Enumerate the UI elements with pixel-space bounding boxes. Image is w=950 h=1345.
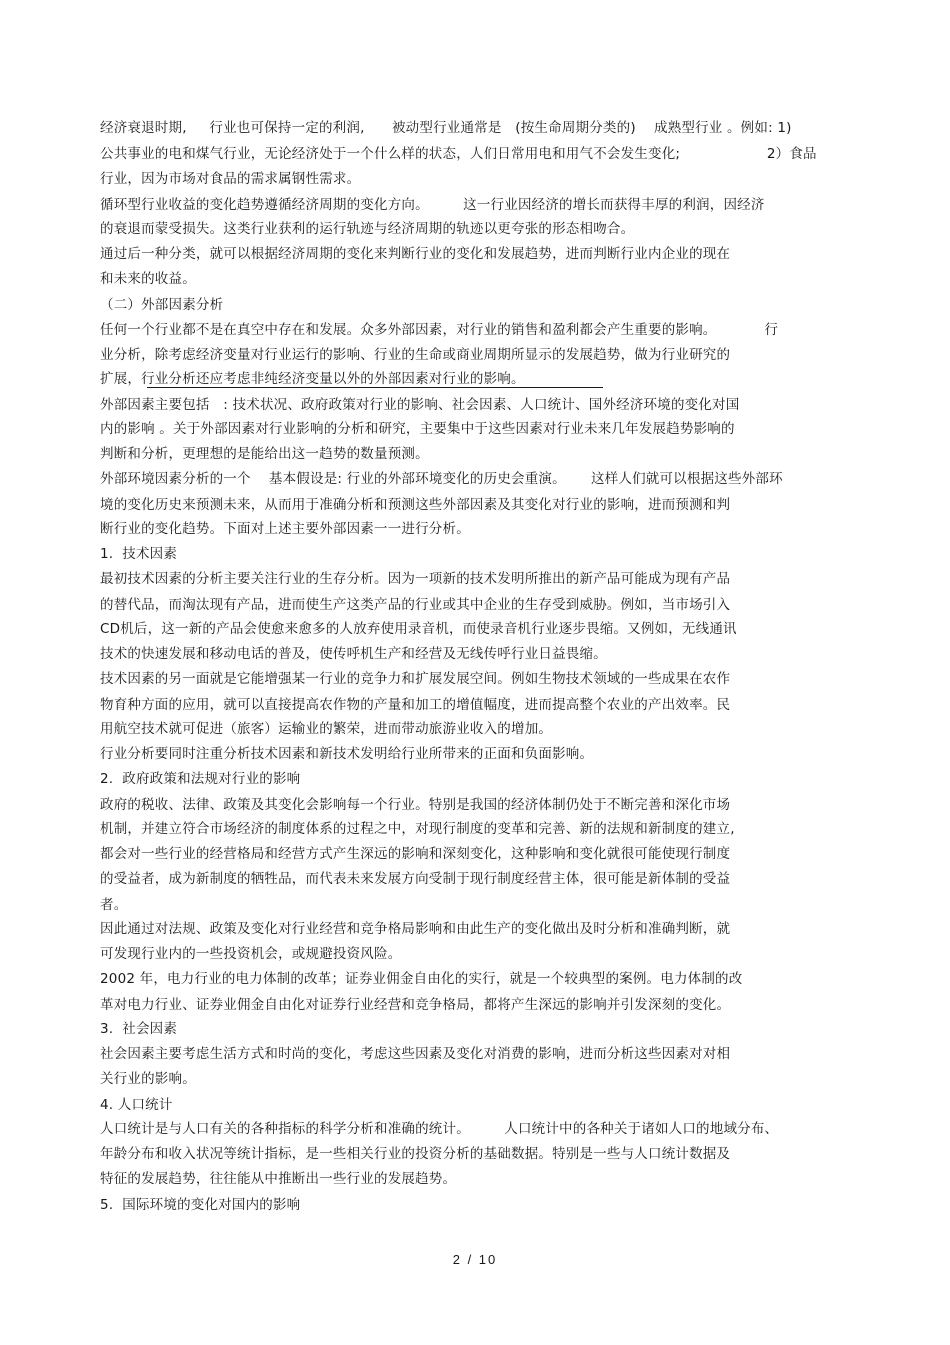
text-line: 技术因素的另一面就是它能增强某一行业的竞争力和扩展发展空间。例如生物技术领域的一些成果在农作 <box>100 671 731 687</box>
text-line: 技术的快速发展和移动电话的普及，使传呼机生产和经营及无线传呼行业日益畏缩。 <box>100 646 607 662</box>
text-line: 可发现行业内的一些投资机会，或规避投资风险。 <box>100 946 402 962</box>
text-line: 行业分析要同时注重分析技术因素和新技术发明给行业所带来的正面和负面影响。 <box>100 746 594 762</box>
text-line: 最初技术因素的分析主要关注行业的生存分析。因为一项新的技术发明所推出的新产品可能成为现有产品 <box>100 571 731 587</box>
text-line: 5. 国际环境的变化对国内的影响 <box>100 1197 301 1213</box>
text-line: （二）外部因素分析 <box>100 297 224 313</box>
text-line: 外部环境因素分析的一个 基本假设是: 行业的外部环境变化的历史会重演。 这样人们就可以根据这些外部环 <box>100 471 783 487</box>
text-line: 业分析，除考虑经济变量对行业运行的影响、行业的生命或商业周期所显示的发展趋势，做为行业研究的 <box>100 347 731 363</box>
text-line: CD机后，这一新的产品会使愈来愈多的人放弃使用录音机，而使录音机行业逐步畏缩。又例如，无线通讯 <box>100 621 737 637</box>
text-line: 特征的发展趋势，往往能从中推断出一些行业的发展趋势。 <box>100 1171 457 1187</box>
text-line: 2002 年，电力行业的电力体制的改革；证券业佣金自由化的实行，就是一个较典型的案例。电力体制的改 <box>100 971 743 987</box>
text-line: 都会对一些行业的经营格局和经营方式产生深远的影响和深刻变化，这种影响和变化就很可能使现行制度 <box>100 846 731 862</box>
text-line: 政府的税收、法律、政策及其变化会影响每一个行业。特别是我国的经济体制仍处于不断完善和深化市场 <box>100 797 731 813</box>
underline-rule <box>147 387 603 388</box>
text-line: 经济衰退时期, 行业也可保持一定的利润, 被动型行业通常是 (按生命周期分类的) 成熟型行业 。例如: 1) <box>100 120 792 136</box>
text-line: 内的影响 。关于外部因素对行业影响的分析和研究，主要集中于这些因素对行业未来几年发展趋势影响的 <box>100 421 735 437</box>
text-line: 和未来的收益。 <box>100 271 196 287</box>
text-line: 3. 社会因素 <box>100 1021 178 1037</box>
text-line: 公共事业的电和煤气行业，无论经济处于一个什么样的状态，人们日常用电和用气不会发生变化; 2）食品 <box>100 146 817 162</box>
text-line: 者。 <box>100 897 128 913</box>
text-line: 用航空技术就可促进（旅客）运输业的繁荣，进而带动旅游业收入的增加。 <box>100 721 553 737</box>
text-line: 4. 人口统计 <box>100 1097 173 1113</box>
text-line: 任何一个行业都不是在真空中存在和发展。众多外部因素，对行业的销售和盈利都会产生重要的影响。 行 <box>100 322 779 338</box>
text-line: 机制，并建立符合市场经济的制度体系的过程之中，对现行制度的变革和完善、新的法规和新制度的建立, <box>100 821 735 837</box>
text-line: 循环型行业收益的变化趋势遵循经济周期的变化方向。 这一行业因经济的增长而获得丰厚的利润，因经济 <box>100 197 765 213</box>
text-line: 的替代品，而淘汰现有产品，进而使生产这类产品的行业或其中企业的生存受到威胁。例如，当市场引入 <box>100 597 731 613</box>
text-line: 行业，因为市场对食品的需求属钢性需求。 <box>100 171 361 187</box>
page-number: 2 / 10 <box>452 1252 498 1267</box>
text-line: 断行业的变化趋势。下面对上述主要外部因素一一进行分析。 <box>100 521 470 537</box>
text-line: 境的变化历史来预测未来，从而用于准确分析和预测这些外部因素及其变化对行业的影响，进而预测和判 <box>100 497 731 513</box>
text-line: 的受益者，成为新制度的牺牲品，而代表未来发展方向受制于现行制度经营主体，很可能是新体制的受益 <box>100 871 731 887</box>
text-line: 革对电力行业、证券业佣金自由化对证券行业经营和竞争格局，都将产生深远的影响并引发深刻的变化。 <box>100 997 731 1013</box>
text-line: 扩展，行业分析还应考虑非纯经济变量以外的外部因素对行业的影响。 <box>100 371 525 387</box>
text-line: 年龄分布和收入状况等统计指标，是一些相关行业的投资分析的基础数据。特别是一些与人口统计数据及 <box>100 1146 731 1162</box>
text-line: 人口统计是与人口有关的各种指标的科学分析和准确的统计。 人口统计中的各种关于诸如人口的地域分布、 <box>100 1121 779 1137</box>
text-line: 1. 技术因素 <box>100 546 178 562</box>
text-line: 2. 政府政策和法规对行业的影响 <box>100 771 301 787</box>
text-line: 外部因素主要包括 : 技术状况、政府政策对行业的影响、社会因素、人口统计、国外经济环境的变化对国 <box>100 397 740 413</box>
text-line: 关行业的影响。 <box>100 1071 196 1087</box>
text-line: 因此通过对法规、政策及变化对行业经营和竞争格局影响和由此生产的变化做出及时分析和准确判断，就 <box>100 921 731 937</box>
text-line: 的衰退而蒙受损失。这类行业获利的运行轨迹与经济周期的轨迹以更夸张的形态相吻合。 <box>100 221 635 237</box>
text-line: 社会因素主要考虑生活方式和时尚的变化，考虑这些因素及变化对消费的影响，进而分析这些因素对对相 <box>100 1046 731 1062</box>
text-line: 物育种方面的应用，就可以直接提高农作物的产量和加工的增值幅度，进而提高整个农业的产出效率。民 <box>100 697 731 713</box>
text-line: 通过后一种分类，就可以根据经济周期的变化来判断行业的变化和发展趋势，进而判断行业内企业的现在 <box>100 246 731 262</box>
text-line: 判断和分析，更理想的是能给出这一趋势的数量预测。 <box>100 446 429 462</box>
